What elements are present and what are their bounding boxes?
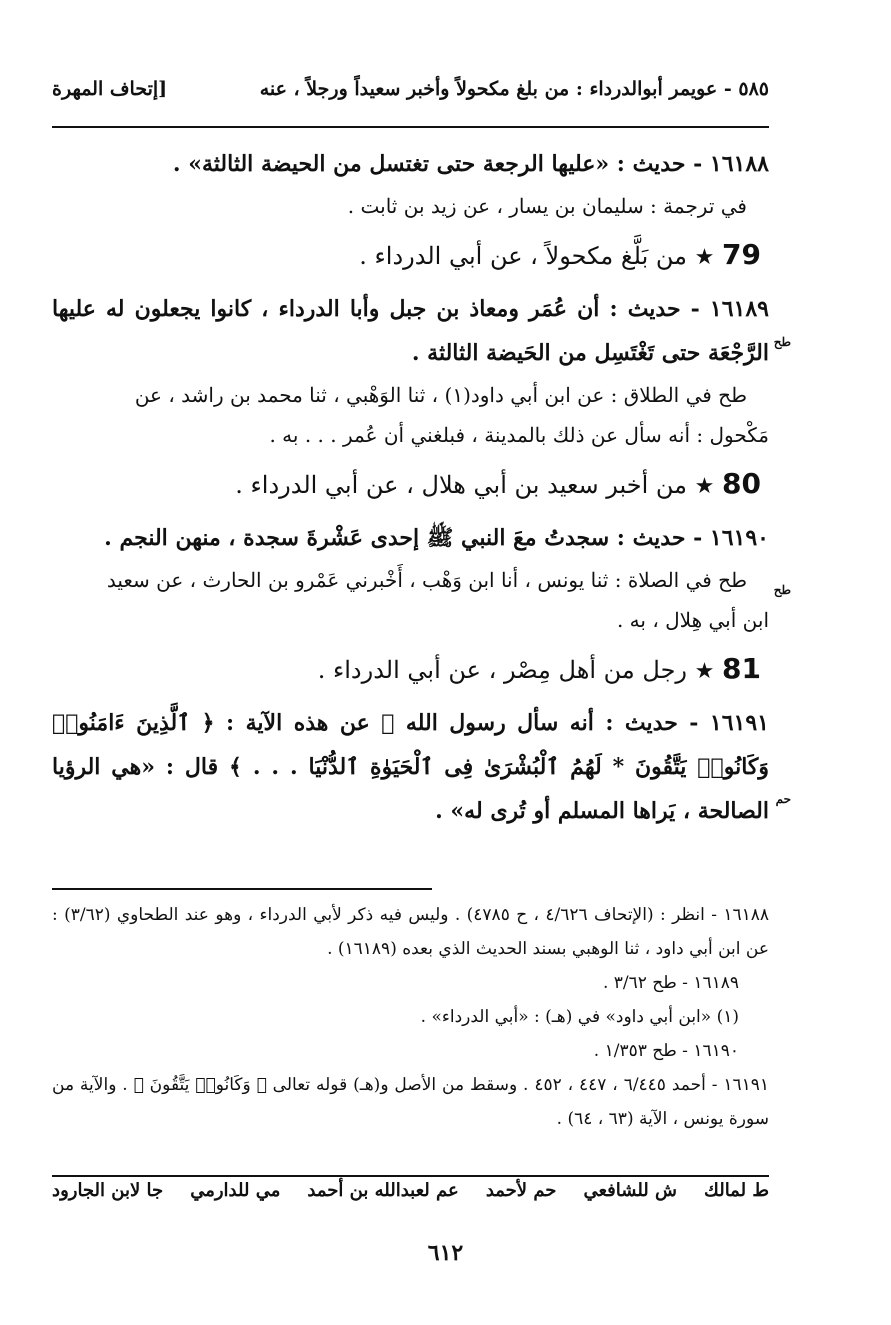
main-text xyxy=(52,142,769,833)
hadith-source-continued: مَكْحول : أنه سأل عن ذلك بالمدينة ، فبلغني أن عُمر . . . به . xyxy=(269,423,769,447)
section-title: رجل من أهل مِصْر ، عن أبي الدرداء . xyxy=(317,656,688,684)
section-79 xyxy=(52,226,769,287)
section-81 xyxy=(52,640,769,701)
hadith-text: ١٦١٩٠ - حديث : سجدتُ معَ النبي ﷺ إحدى عَشْرةَ سجدة ، منهن النجم . xyxy=(104,525,769,551)
abbreviations-rule xyxy=(52,1175,769,1177)
header-chapter-title: ٥٨٥ - عويمر أبوالدرداء : من بلغ مكحولاً وأخبر سعيداً ورجلاً ، عنه xyxy=(259,78,769,100)
footnote-16189: ١٦١٨٩ - طح ٣/٦٢ . xyxy=(602,973,739,993)
abbreviation-item: جا لابن الجارود xyxy=(52,1180,164,1201)
footnote-16188: ١٦١٨٨ - انظر : (الإتحاف ٤/٦٢٦ ، ح ٤٧٨٥) . وليس فيه ذكر لأبي الدرداء ، وهو عند الطحاوي (٣/٦٢) : عن ابن أبي داود ، ثنا الوهبي بسند الحديث الذي بعده (١٦١٨٩) . xyxy=(52,905,769,959)
section-title: من بَلَّغ مكحولاً ، عن أبي الدرداء . xyxy=(359,242,688,270)
hadith-source: في ترجمة : سليمان بن يسار ، عن زيد بن ثابت . xyxy=(347,194,747,218)
section-number: 81 xyxy=(722,652,761,685)
hadith-16189 xyxy=(52,287,769,455)
hadith-source: طح في الطلاق : عن ابن أبي داود(١) ، ثنا الوَهْبي ، ثنا محمد بن راشد ، عن xyxy=(134,383,747,407)
section-number: 80 xyxy=(722,467,761,500)
hadith-text: ١٦١٨٩ - حديث : أن عُمَر ومعاذ بن جبل وأبا الدرداء ، كانوا يجعلون له عليها الرَّجْعَة حتى تَغْتَسِل من الحَيضة الثالثة . xyxy=(52,296,769,366)
hadith-text: ١٦١٩١ - حديث : أنه سأل رسول الله ﷺ عن هذه الآية : ﴿ ٱلَّذِينَ ءَامَنُوا۟ وَكَانُوا۟ يَتَّقُونَ * لَهُمُ ٱلْبُشْرَىٰ فِى ٱلْحَيَوٰةِ ٱلدُّنْيَا . . . ﴾ قال : «هي الرؤيا الصالحة ، يَراها المسلم أو تُرى له» . xyxy=(52,710,769,824)
star-icon: ★ xyxy=(694,659,715,684)
hadith-source: طح في الصلاة : ثنا يونس ، أنا ابن وَهْب ، أَخْبرني عَمْرو بن الحارث ، عن سعيد xyxy=(106,568,747,592)
hadith-16188 xyxy=(52,142,769,226)
header-book-title: [إتحاف المهرة xyxy=(52,78,168,100)
footnote-16191: ١٦١٩١ - أحمد ٦/٤٤٥ ، ٤٤٧ ، ٤٥٢ . وسقط من الأصل و(هـ) قوله تعالى ﴿ وَكَانُوا۟ يَتَّقُونَ ﴾ . والآية من سورة يونس ، الآية (٦٣ ، ٦٤) . xyxy=(52,1075,769,1129)
abbreviation-item: ط لمالك xyxy=(704,1180,769,1201)
page-number: ٦١٢ xyxy=(427,1240,464,1266)
star-icon: ★ xyxy=(694,474,715,499)
footnote-rule xyxy=(52,888,432,890)
running-header xyxy=(52,78,769,112)
source-tag-16189: طح xyxy=(773,335,791,349)
footnotes xyxy=(52,898,769,1136)
abbreviation-item: حم لأحمد xyxy=(485,1180,557,1201)
footnote-1: (١) «ابن أبي داود» في (هـ) : «أبي الدرداء» . xyxy=(420,1007,739,1027)
section-number: 79 xyxy=(722,238,761,271)
hadith-source-continued: ابن أبي هِلال ، به . xyxy=(616,608,769,632)
footnote-16190: ١٦١٩٠ - طح ١/٣٥٣ . xyxy=(593,1041,739,1061)
header-rule xyxy=(52,126,769,128)
hadith-text: ١٦١٨٨ - حديث : «عليها الرجعة حتى تغتسل من الحيضة الثالثة» . xyxy=(172,151,769,177)
abbreviation-item: ش للشافعي xyxy=(583,1180,677,1201)
star-icon: ★ xyxy=(694,245,715,270)
section-80 xyxy=(52,455,769,516)
abbreviation-item: مي للدارمي xyxy=(190,1180,281,1201)
source-tag-16191: حم xyxy=(775,792,791,806)
section-title: من أخبر سعيد بن أبي هلال ، عن أبي الدرداء . xyxy=(235,471,688,499)
hadith-16191 xyxy=(52,701,769,833)
abbreviation-item: عم لعبدالله بن أحمد xyxy=(307,1180,459,1201)
hadith-16190 xyxy=(52,516,769,640)
abbreviations-legend xyxy=(52,1180,769,1201)
source-tag-16190: طح xyxy=(773,583,791,597)
